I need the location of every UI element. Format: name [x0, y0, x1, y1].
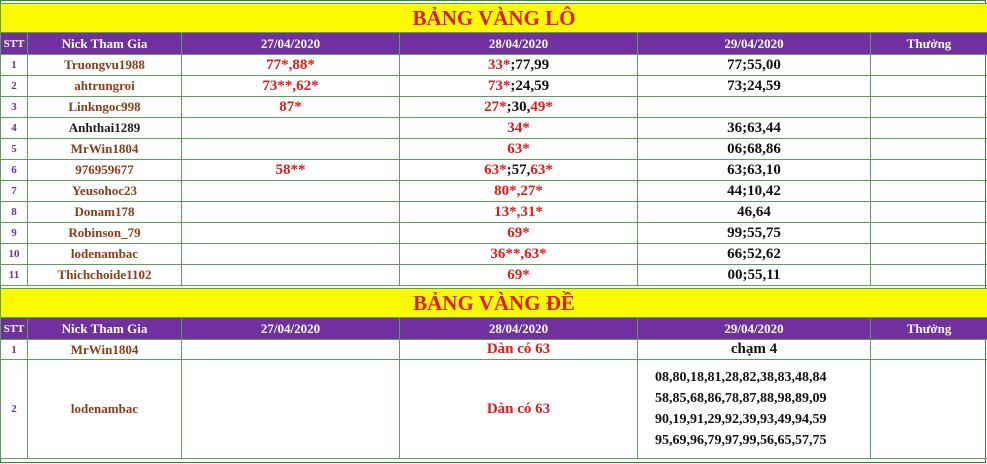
header-nick: Nick Tham Gia [28, 33, 182, 55]
row-thuong [871, 160, 987, 181]
table-row [1, 244, 987, 265]
header-date-28: 28/04/2020 [400, 318, 638, 340]
d28-hit: 34* [507, 120, 530, 136]
header-date-27: 27/04/2020 [182, 33, 400, 55]
row-nick: MrWin1804 [28, 340, 182, 360]
row-nick: Truongvu1988 [28, 55, 182, 76]
header-stt: STT [1, 33, 28, 55]
row-d29: 06;68,86 [638, 139, 871, 160]
row-stt: 1 [1, 55, 28, 76]
table-row [1, 97, 987, 118]
header-thuong: Thưởng [871, 33, 987, 55]
d28-hit: 63* [507, 141, 530, 157]
d28-hit: 63* [484, 162, 507, 178]
row-d27 [182, 265, 400, 286]
de-title: BẢNG VÀNG ĐỀ [1, 289, 987, 318]
row-thuong [871, 55, 987, 76]
row-stt: 1 [1, 340, 28, 360]
row-nick: Thichchoide1102 [28, 265, 182, 286]
d28-rest: ;30, [506, 99, 531, 115]
d28-rest: ;24,59 [510, 78, 550, 94]
row-d29: 66;52,62 [638, 244, 871, 265]
row-d29: 99;55,75 [638, 223, 871, 244]
row-d27 [182, 181, 400, 202]
row-nick: lodenambac [28, 244, 182, 265]
row-thuong [871, 181, 987, 202]
row-d29: 63;63,10 [638, 160, 871, 181]
row-thuong [871, 223, 987, 244]
row-thuong [871, 118, 987, 139]
row-nick: MrWin1804 [28, 139, 182, 160]
row-d27 [182, 202, 400, 223]
number-list-line: 90,19,91,29,92,39,93,49,94,59 [655, 412, 827, 427]
number-list-line: 08,80,18,81,28,82,38,83,48,84 [655, 370, 827, 385]
row-d28 [400, 76, 638, 97]
row-stt: 3 [1, 97, 28, 118]
row-nick: lodenambac [28, 360, 182, 459]
header-date-29: 29/04/2020 [638, 33, 871, 55]
row-d29 [638, 97, 871, 118]
row-d28: Dàn có 63 [400, 360, 638, 459]
table-row [1, 181, 987, 202]
row-d29: 00;55,11 [638, 265, 871, 286]
row-nick: Yeusohoc23 [28, 181, 182, 202]
row-thuong [871, 202, 987, 223]
d28-hit: 63* [530, 162, 553, 178]
row-stt: 4 [1, 118, 28, 139]
row-thuong [871, 360, 987, 459]
row-thuong [871, 244, 987, 265]
row-d29: 44;10,42 [638, 181, 871, 202]
table-row [1, 340, 987, 360]
row-stt: 6 [1, 160, 28, 181]
row-d27 [182, 244, 400, 265]
row-d28 [400, 139, 638, 160]
de-table [0, 288, 987, 459]
row-d28 [400, 244, 638, 265]
table-row [1, 55, 987, 76]
row-stt: 10 [1, 244, 28, 265]
row-nick: Donam178 [28, 202, 182, 223]
header-thuong: Thưởng [871, 318, 987, 340]
d28-hit: 13*,31* [494, 204, 543, 220]
header-date-28: 28/04/2020 [400, 33, 638, 55]
row-d28 [400, 181, 638, 202]
row-d28: Dàn có 63 [400, 340, 638, 360]
row-d29: 77;55,00 [638, 55, 871, 76]
row-d28 [400, 160, 638, 181]
row-d27: 77*,88* [182, 55, 400, 76]
row-nick: Linkngoc998 [28, 97, 182, 118]
row-nick: ahtrungroi [28, 76, 182, 97]
row-d27: 73**,62* [182, 76, 400, 97]
d28-rest: ;57, [506, 162, 531, 178]
header-date-27: 27/04/2020 [182, 318, 400, 340]
row-d27: 58** [182, 160, 400, 181]
row-d28 [400, 55, 638, 76]
table-row [1, 223, 987, 244]
row-nick: Anhthai1289 [28, 118, 182, 139]
row-d27 [182, 139, 400, 160]
number-list-line: 95,69,96,79,97,99,56,65,57,75 [655, 433, 827, 448]
row-d27 [182, 223, 400, 244]
row-nick: 976959677 [28, 160, 182, 181]
row-d29: chạm 4 [638, 340, 871, 360]
row-d28 [400, 97, 638, 118]
row-nick: Robinson_79 [28, 223, 182, 244]
lo-table [0, 3, 987, 286]
row-d27 [182, 340, 400, 360]
table-row [1, 265, 987, 286]
row-d28 [400, 265, 638, 286]
number-list-line: 58,85,68,86,78,87,88,98,89,09 [655, 391, 827, 406]
row-stt: 9 [1, 223, 28, 244]
row-d28 [400, 202, 638, 223]
header-date-29: 29/04/2020 [638, 318, 871, 340]
row-thuong [871, 265, 987, 286]
row-d29: 46,64 [638, 202, 871, 223]
row-stt: 11 [1, 265, 28, 286]
lo-title: BẢNG VÀNG LÔ [1, 4, 987, 33]
table-row [1, 118, 987, 139]
row-stt: 8 [1, 202, 28, 223]
row-thuong [871, 139, 987, 160]
row-thuong [871, 97, 987, 118]
row-d27 [182, 360, 400, 459]
table-row [1, 202, 987, 223]
row-stt: 7 [1, 181, 28, 202]
d28-hit: 36**,63* [490, 246, 547, 262]
row-stt: 2 [1, 76, 28, 97]
d28-hit: 49* [530, 99, 553, 115]
d28-rest: ;77,99 [510, 57, 550, 73]
row-d27 [182, 118, 400, 139]
d28-hit: 73* [487, 78, 511, 94]
row-stt: 2 [1, 360, 28, 459]
row-stt: 5 [1, 139, 28, 160]
table-row [1, 76, 987, 97]
row-thuong [871, 76, 987, 97]
table-row [1, 360, 987, 459]
table-row [1, 139, 987, 160]
row-d27: 87* [182, 97, 400, 118]
d28-hit: 80*,27* [494, 183, 543, 199]
header-stt: STT [1, 318, 28, 340]
d28-hit: 27* [484, 99, 507, 115]
d28-hit: 69* [507, 267, 530, 283]
row-d28 [400, 223, 638, 244]
table-row [1, 160, 987, 181]
d28-hit: 33* [487, 57, 511, 73]
row-d29: 36;63,44 [638, 118, 871, 139]
row-thuong [871, 340, 987, 360]
row-d29-list [638, 360, 871, 459]
row-d28 [400, 118, 638, 139]
d28-hit: 69* [507, 225, 530, 241]
header-nick: Nick Tham Gia [28, 318, 182, 340]
row-d29: 73;24,59 [638, 76, 871, 97]
